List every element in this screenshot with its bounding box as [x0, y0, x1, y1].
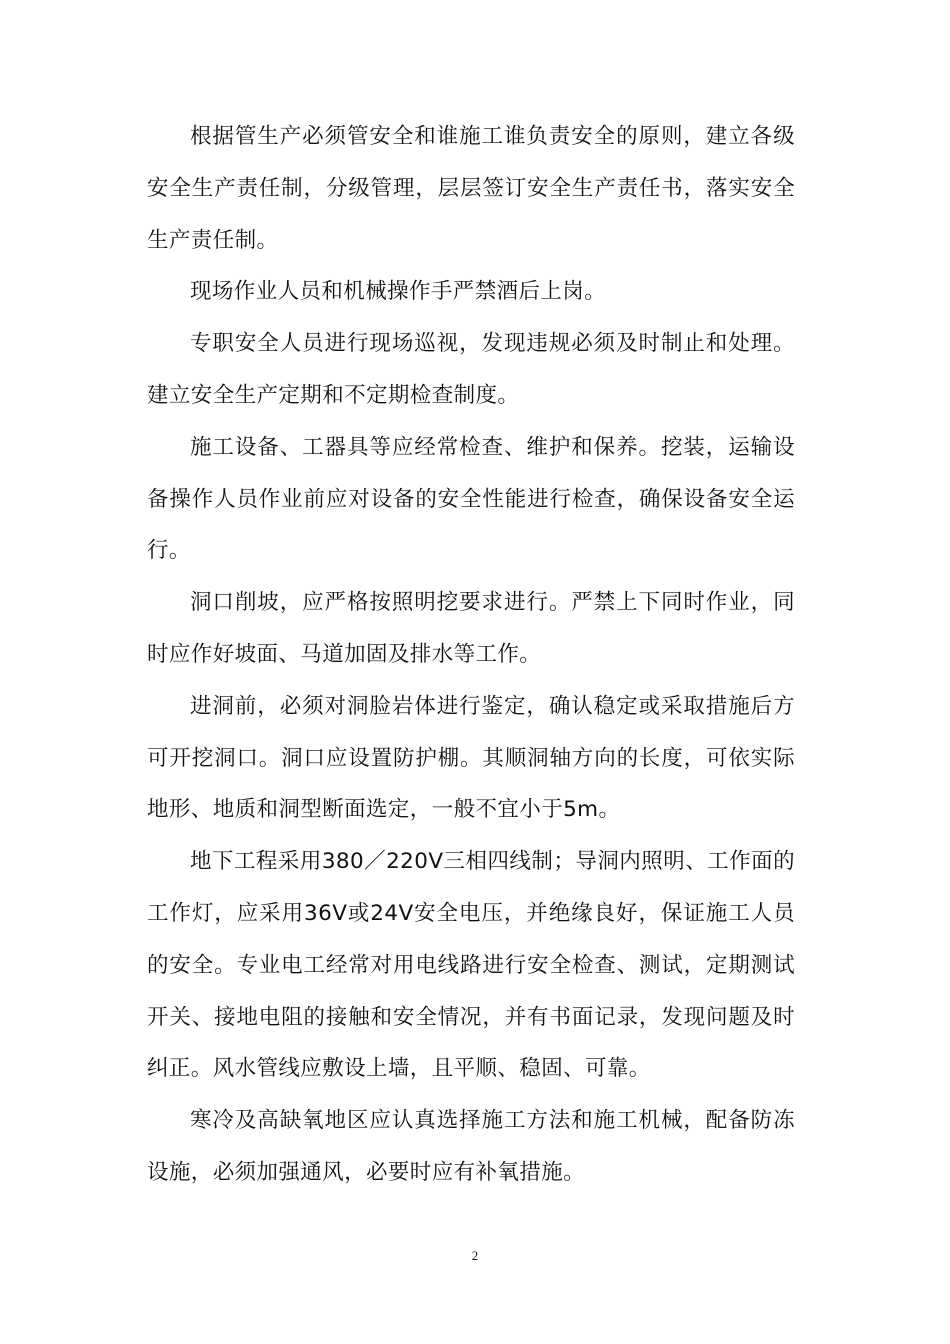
paragraph-equipment-maintenance: 施工设备、工器具等应经常检查、维护和保养。挖装，运输设备操作人员作业前应对设备的安全性能进行检查，确保设备安全运行。 [147, 434, 795, 564]
paragraph-responsibility-system: 根据管生产必须管安全和谁施工谁负责安全的原则，建立各级安全生产责任制，分级管理，层层签订安全生产责任书，落实安全生产责任制。 [147, 124, 795, 253]
page-number: 2 [471, 1248, 479, 1263]
paragraph-electrical-safety: 地下工程采用380／220V三相四线制；导洞内照明、工作面的工作灯，应采用36V或24V安全电压，并绝缘良好，保证施工人员的安全。专业电工经常对用电线路进行安全检查、测试，定期测试开关、接地电阻的接触和安全情况，并有书面记录，发现问题及时纠正。风水管线应敷设上墙，且平顺、稳固、可靠。 [147, 849, 795, 1082]
paragraph-safety-inspection: 专职安全人员进行现场巡视，发现违规必须及时制止和处理。建立安全生产定期和不定期检查制度。 [147, 331, 795, 408]
paragraph-portal-slope: 洞口削坡，应严格按照明挖要求进行。严禁上下同时作业，同时应作好坡面、马道加固及排水等工作。 [147, 590, 795, 667]
paragraph-portal-excavation: 进洞前，必须对洞脸岩体进行鉴定，确认稳定或采取措施后方可开挖洞口。洞口应设置防护棚。其顺洞轴方向的长度，可依实际地形、地质和洞型断面选定，一般不宜小于5m。 [147, 693, 795, 823]
body-text [147, 111, 795, 1199]
paragraph-no-drinking: 现场作业人员和机械操作手严禁酒后上岗。 [190, 279, 607, 305]
paragraph-cold-hypoxia: 寒冷及高缺氧地区应认真选择施工方法和施工机械，配备防冻设施，必须加强通风，必要时应有补氧措施。 [147, 1108, 795, 1185]
